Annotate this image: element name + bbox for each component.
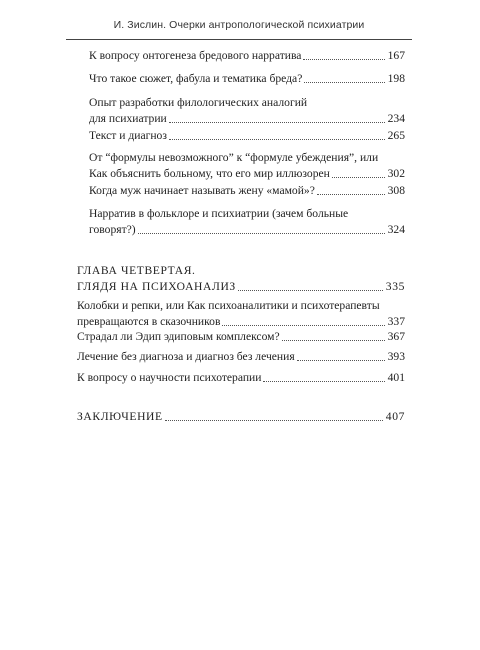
toc-entry bbox=[77, 349, 405, 365]
toc-entry bbox=[89, 206, 405, 238]
dot-leader bbox=[332, 176, 385, 178]
toc-entry-title-line: Опыт разработки филологических аналогий bbox=[89, 96, 308, 109]
toc-entry-title: говорят?) bbox=[89, 223, 136, 236]
dot-leader bbox=[169, 121, 385, 123]
toc-entry-title-line: Колобки и репки, или Как психоаналитики и психотерапевты bbox=[77, 299, 380, 312]
toc-entry bbox=[89, 95, 405, 127]
dot-leader bbox=[169, 138, 385, 140]
toc-entry bbox=[89, 48, 405, 64]
dot-leader bbox=[304, 81, 384, 83]
toc-entry-title: К вопросу онтогенеза бредового нарратива bbox=[89, 49, 302, 62]
dot-leader bbox=[238, 289, 383, 291]
toc-entry-title: превращаются в сказочников bbox=[77, 315, 221, 328]
dot-leader bbox=[138, 232, 385, 234]
toc-entry bbox=[89, 128, 405, 144]
header-rule bbox=[66, 39, 412, 40]
toc-entry-page: 401 bbox=[387, 371, 405, 384]
dot-leader bbox=[165, 419, 383, 421]
toc-entry-page: 324 bbox=[387, 223, 405, 236]
toc-entry-page: 234 bbox=[387, 112, 405, 125]
dot-leader bbox=[297, 359, 385, 361]
chapter-page: 335 bbox=[385, 280, 405, 293]
toc-entry-title: Как объяснить больному, что его мир иллюзорен bbox=[89, 167, 330, 180]
toc-entry-page: 308 bbox=[387, 184, 405, 197]
toc-entry-page: 198 bbox=[387, 72, 405, 85]
dot-leader bbox=[282, 339, 385, 341]
toc-entry-page: 367 bbox=[387, 330, 405, 343]
chapter-heading bbox=[77, 263, 405, 295]
conclusion-title: ЗАКЛЮЧЕНИЕ bbox=[77, 410, 163, 423]
toc-entry bbox=[89, 71, 405, 87]
toc-entry bbox=[89, 183, 405, 199]
toc-entry bbox=[77, 329, 405, 345]
toc-entry-title: для психиатрии bbox=[89, 112, 167, 125]
toc-entry-page: 167 bbox=[387, 49, 405, 62]
toc-entry-page: 337 bbox=[387, 315, 405, 328]
toc-entry-title: Текст и диагноз bbox=[89, 129, 167, 142]
dot-leader bbox=[222, 324, 384, 326]
toc-entry bbox=[77, 298, 405, 330]
dot-leader bbox=[303, 58, 384, 60]
toc-entry bbox=[77, 370, 405, 386]
toc-entry bbox=[89, 150, 405, 182]
dot-leader bbox=[317, 193, 385, 195]
toc-entry-page: 393 bbox=[387, 350, 405, 363]
toc-entry-title: Страдал ли Эдип эдиповым комплексом? bbox=[77, 330, 280, 343]
running-head: И. Зислин. Очерки антропологической психиатрии bbox=[113, 19, 365, 31]
toc-entry-title: Лечение без диагноза и диагноз без лечения bbox=[77, 350, 295, 363]
toc-entry-title: Что такое сюжет, фабула и тематика бреда? bbox=[89, 72, 303, 85]
toc-entry-title: К вопросу о научности психотерапии bbox=[77, 371, 262, 384]
conclusion-entry bbox=[77, 409, 405, 425]
dot-leader bbox=[263, 380, 384, 382]
chapter-number: ГЛАВА ЧЕТВЕРТАЯ. bbox=[77, 264, 196, 277]
toc-entry-title-line: От “формулы невозможного” к “формуле убеждения”, или bbox=[89, 151, 379, 164]
toc-entry-page: 302 bbox=[387, 167, 405, 180]
chapter-title: ГЛЯДЯ НА ПСИХОАНАЛИЗ bbox=[77, 280, 236, 293]
toc-entry-title-line: Нарратив в фольклоре и психиатрии (зачем больные bbox=[89, 207, 349, 220]
toc-entry-title: Когда муж начинает называть жену «мамой»? bbox=[89, 184, 315, 197]
toc-entry-page: 265 bbox=[387, 129, 405, 142]
conclusion-page: 407 bbox=[385, 410, 405, 423]
